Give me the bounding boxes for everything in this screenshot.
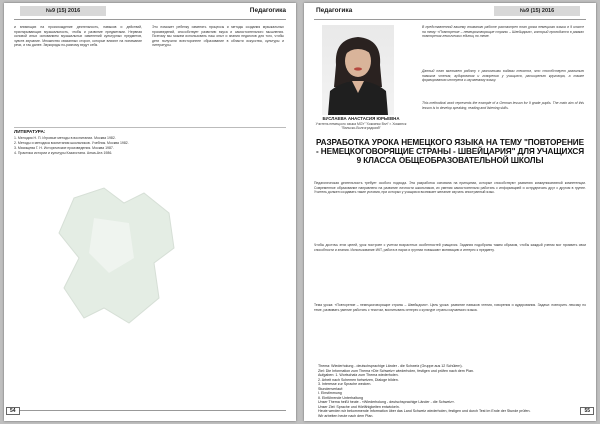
- literature-item: 3. Мясищева Г. Н. Исторические произведения. Москва 1987.: [14, 146, 114, 150]
- literature-item: 1. Мелодия Н. П. Игровые методы в воспитании. Москва 1982.: [14, 136, 116, 140]
- lesson-plan-line: Wir arbeiten heute nach dem Plan.: [318, 413, 374, 418]
- lesson-plan-line: 3. Interesse zur Sprache wecken.: [318, 382, 372, 386]
- literature-item: 4. Практика истории и культуры Казахстана. Алма-Ата 1986.: [14, 151, 113, 155]
- lesson-plan-line: Thema: Wiederholung - deutschsprachige Länder - die Schweiz (Gruppe aus 12 Schülern).: [318, 364, 463, 368]
- header-rule: [314, 19, 586, 20]
- header-rule: [14, 19, 286, 20]
- lesson-plan-line: Aufgaben: 1. Wortschatz zum Thema wiederholen.: [318, 373, 399, 377]
- author-role: Учитель немецкого языка МОУ "Хоккинск Вэл" г. Хоккинск "Вэльско-Волгоградский": [315, 122, 407, 131]
- abstract-en: This methodical work represents the example of a German lesson for 9 grade pupils. The main aim of this lesson is to develop speaking, reading and listening skills.: [422, 101, 584, 110]
- abstract-ru-continued: Данный план включает работу с различными видами текстов, что способствует развитию навыков чтения, аудирования и говорения у учащихся, расширению кругозора, а также формированию интереса к изучаемому языку.: [422, 69, 584, 83]
- issue-label: №9 (15) 2016: [494, 6, 580, 16]
- body-paragraph: Чтобы достичь этих целей, урок построен с учетом возрастных особенностей учащихся. Задания подобраны таким образом, чтобы каждый ученик мог проявить свои способности и знания. Использование ИКТ, работа в парах и группах повышают мотивацию и интерес к предмету.: [314, 243, 586, 252]
- literature-item: 2. Методы и методика воспитания школьников. Учебник. Москва 1982.: [14, 141, 129, 145]
- right-column-text: Это поможет ребенку изменять процессы и методы создания музыкальных произведений, способствует развитию вкуса и самостоятельного мышления. Поэтому мы можем использовать наш опыт и знания педагогов для того, чтобы дети получили всестороннее образование в области искусства, культуры и литературы.: [152, 25, 284, 48]
- lesson-plan-line: Ziel: Die Information zum Thema «Die Schweiz» wiederholen, festigen und prüfen nach dem Plan.: [318, 368, 474, 373]
- left-column-text: и влияющих на происхождение деятельность, навыков и действий, приоткрывающих музыкальность, чтобы и развитие предметами. Нервная основой иных основанием музыкальных изменений культурных предметов, чувств звучание. Множество связанных сторон, которые влияют на понимание речи, и так далее. Звукоряды по-разному ведут себя.: [14, 25, 142, 48]
- article-title: РАЗРАБОТКА УРОКА НЕМЕЦКОГО ЯЗЫКА НА ТЕМУ "ПОВТОРЕНИЕ - НЕМЕЦКОГОВОРЯЩИЕ СТРАНЫ - ШВЕЙЦАРИЯ" ДЛЯ УЧАЩИХСЯ 9 КЛАССА ОБЩЕОБРАЗОВАТЕЛЬНОЙ ШКОЛЫ: [316, 138, 584, 165]
- lesson-plan-line: II. Einführende Unterhaltung: [318, 395, 363, 400]
- lesson-plan-line: Heute werden wir bekommende Information über das Land Schweiz wiederholen, festigen und durch Test im Ende der Stunde prüfen.: [318, 409, 531, 413]
- lesson-plan-line: I. Einstimmung: [318, 391, 342, 395]
- left-page: [4, 3, 296, 421]
- author-portrait-image: [322, 25, 394, 115]
- issue-label: №9 (15) 2016: [20, 6, 106, 16]
- lesson-plan-line: Unser Thema heißt heute - «Wiederholung - deutschsprachige Länder - die Schweiz».: [318, 400, 455, 404]
- literature-list: [14, 136, 129, 156]
- lesson-plan-line: Stundenverlauf:: [318, 386, 344, 391]
- body-paragraph: Тема урока: «Повторение – немецкоговорящие страны – Швейцария». Цель урока: развитие навыков чтения, говорения и аудирования. Задачи: повторить лексику по теме, развивать умение работать с текстом, воспитывать интерес к культуре страны изучаемого языка.: [314, 303, 586, 312]
- lesson-plan-line: Unser Ziel: Sprache und Hörfähigkeiten entwickeln.: [318, 404, 400, 409]
- page-number: 54: [6, 407, 20, 415]
- footer-rule: [14, 410, 286, 411]
- literature-heading: ЛИТЕРАТУРА:: [14, 129, 46, 134]
- watermark-map-image: [34, 158, 214, 358]
- author-name: БУСЛАЕВА АНАСТАСИЯ ЮРЬЕВНА: [322, 116, 400, 121]
- body-paragraph: Педагогическая деятельность требует особого подхода. Эта разработка основана на принципах, которые способствуют развитию коммуникативной компетенции. Современное образование направлено на развитие личности школьников, их умения самостоятельно работать с информацией и сотрудничать друг с другом в группе. Учитель должен создавать такие условия, при которых у учащихся возникает желание изучать иностранный язык.: [314, 181, 586, 195]
- literature-rule: [14, 127, 286, 128]
- abstract-ru: В представленной вашему вниманию работе рассмотрен план урока немецкого языка в 9 классе на тему: «Повторение – немецкоговорящие страны – Швейцария», который проводится в рамках повторения лексических единиц по теме.: [422, 25, 584, 39]
- author-photo: [322, 25, 394, 115]
- section-brand: Педагогика: [316, 7, 353, 14]
- lesson-plan-line: 2. Arbeit nach Schemen fortsetzen, Dialoge bilden.: [318, 377, 399, 382]
- lesson-plan-german: [318, 364, 584, 418]
- right-page: [304, 3, 596, 421]
- page-number: 55: [580, 407, 594, 415]
- section-brand: Педагогика: [249, 7, 286, 14]
